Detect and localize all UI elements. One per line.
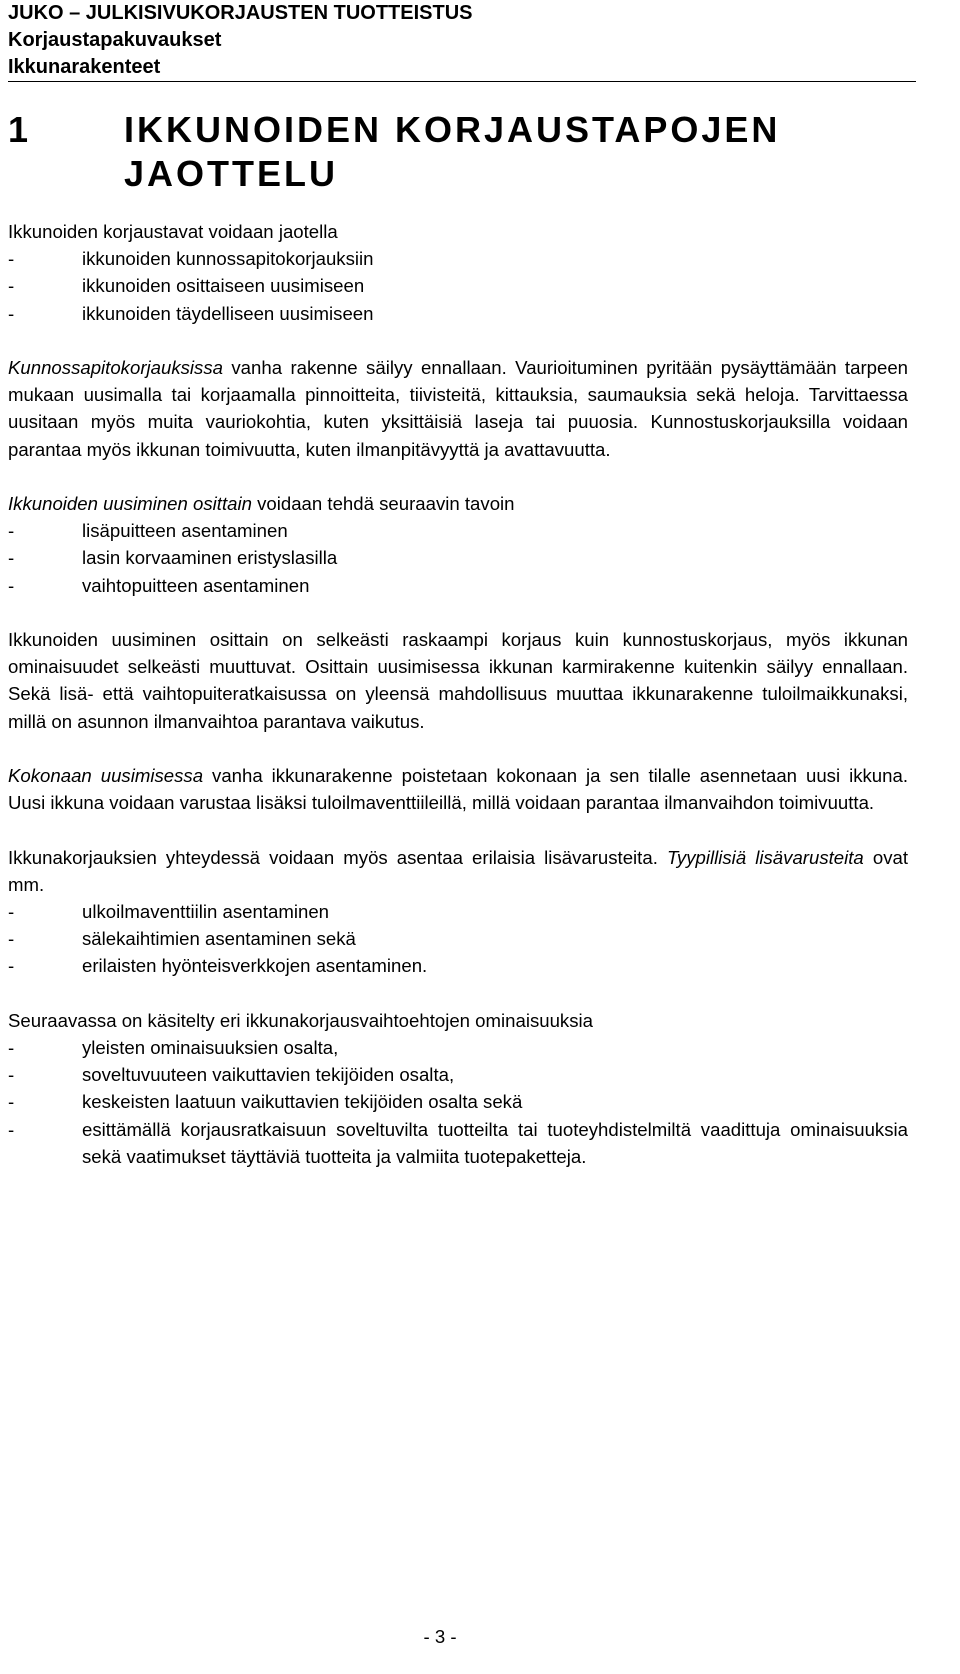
- list-item: - erilaisten hyönteisverkkojen asentaminen.: [8, 952, 908, 979]
- intro-list: [8, 245, 908, 327]
- list-item: - yleisten ominaisuuksien osalta,: [8, 1034, 908, 1061]
- list-item: - ulkoilmaventtiilin asentaminen: [8, 898, 908, 925]
- partial-paragraph: Ikkunoiden uusiminen osittain on selkeästi raskaampi korjaus kuin kunnostuskorjaus, myös ikkunan ominaisuudet selkeästi muuttuvat. Osittain uusimisessa ikkunan karmirakenne kuitenkin säilyy ennallaan. Sekä lisä- että vaihtopuiteratkaisussa on yleensä mahdollisuus muuttaa ikkunarakenne tuloilmaikkunaksi, millä on asunnon ilmanvaihtoa parantava vaikutus.: [8, 629, 908, 732]
- list-item: - ikkunoiden kunnossapitokorjauksiin: [8, 245, 908, 272]
- full-term: Kokonaan uusimisessa: [8, 765, 204, 786]
- list-item: - vaihtopuitteen asentaminen: [8, 572, 908, 599]
- list-item: - keskeisten laatuun vaikuttavien tekijöiden osalta sekä: [8, 1088, 908, 1115]
- header-divider: [8, 81, 916, 82]
- header-project-title: JUKO – JULKISIVUKORJAUSTEN TUOTTEISTUS: [8, 2, 473, 24]
- page-number: - 3 -: [423, 1626, 457, 1647]
- list-item: - lasin korvaaminen eristyslasilla: [8, 544, 908, 571]
- list-item: - ikkunoiden täydelliseen uusimiseen: [8, 300, 908, 327]
- list-item: - esittämällä korjausratkaisuun soveltuvilta tuotteilta tai tuoteyhdistelmiltä vaadittuja ominaisuuksia sekä vaatimukset täyttäviä tuotteita ja valmiita tuotepaketteja.: [8, 1116, 908, 1170]
- maintenance-paragraph: Kunnossapitokorjauksissa vanha rakenne säilyy ennallaan. Vaurioituminen pyritään pysäyttämään tarpeen mukaan uusimalla tai korjaamalla pinnoitteita, tiivisteitä, kittauksia, saumauksia sekä heloja. Tarvittaessa uusitaan myös muita vauriokohtia, kuten yksittäisiä laseja tai puuosia. Kunnostuskorjauksilla voidaan parantaa myös ikkunan toimivuutta, kuten ilmanpitävyyttä ja avattavuutta.: [8, 357, 908, 460]
- header-subtitle: Korjaustapakuvaukset: [8, 29, 222, 51]
- accessories-term: Tyypillisiä lisävarusteita: [666, 846, 864, 868]
- intro-text: Ikkunoiden korjaustavat voidaan jaotella: [8, 221, 338, 242]
- maintenance-term: Kunnossapitokorjauksissa: [8, 357, 223, 378]
- list-item: - ikkunoiden osittaiseen uusimiseen: [8, 272, 908, 299]
- list-item: - lisäpuitteen asentaminen: [8, 517, 908, 544]
- partial-term: Ikkunoiden uusiminen osittain: [8, 493, 252, 514]
- header-section: Ikkunarakenteet: [8, 56, 161, 78]
- chapter-heading: [8, 108, 908, 196]
- partial-intro: Ikkunoiden uusiminen osittain voidaan tehdä seuraavin tavoin: [8, 493, 515, 514]
- following-intro: Seuraavassa on käsitelty eri ikkunakorjausvaihtoehtojen ominaisuuksia: [8, 1009, 593, 1031]
- chapter-title-line2: JAOTTELU: [124, 153, 339, 194]
- document-body: [8, 218, 908, 1170]
- accessories-paragraph: Ikkunakorjauksien yhteydessä voidaan myös asentaa erilaisia lisävarusteita. Tyypillisiä lisävarusteita ovat mm.: [8, 846, 908, 895]
- partial-list: [8, 517, 908, 599]
- following-list: [8, 1034, 908, 1170]
- list-item: - soveltuvuuteen vaikuttavien tekijöiden osalta,: [8, 1061, 908, 1088]
- list-item: - sälekaihtimien asentaminen sekä: [8, 925, 908, 952]
- chapter-title-line1: IKKUNOIDEN KORJAUSTAPOJEN: [124, 109, 781, 150]
- chapter-number: 1: [8, 109, 29, 150]
- full-replacement-paragraph: Kokonaan uusimisessa vanha ikkunarakenne poistetaan kokonaan ja sen tilalle asennetaan uusi ikkuna. Uusi ikkuna voidaan varustaa lisäksi tuloilmaventtiileillä, millä voidaan parantaa ilmanvaihdon toimivuutta.: [8, 765, 908, 814]
- accessories-list: [8, 898, 908, 980]
- page-header: [8, 0, 918, 81]
